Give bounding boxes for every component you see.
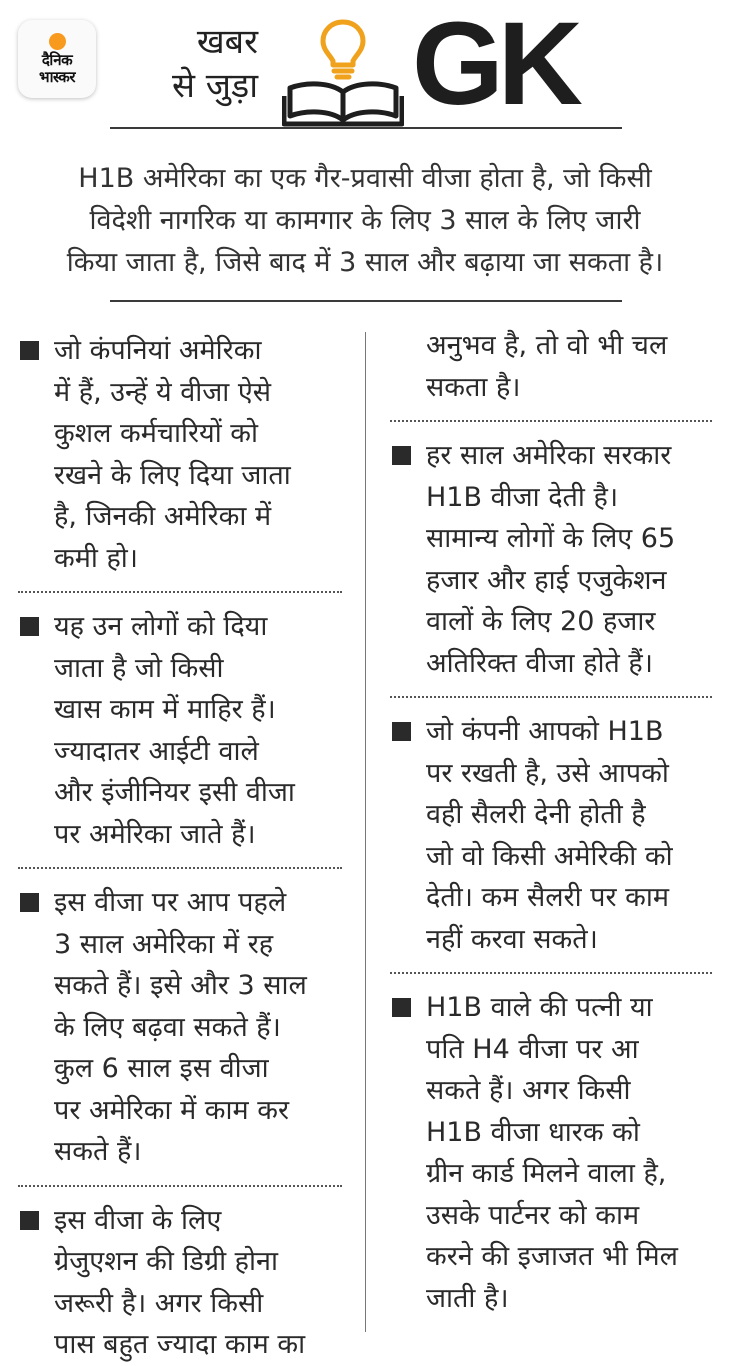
- text-line: और इंजीनियर इसी वीजा: [54, 777, 295, 808]
- square-bullet-icon: [392, 446, 411, 465]
- fact-text: [426, 325, 712, 408]
- fact-text: [54, 1200, 342, 1366]
- text-line: H1B वीजा धारक को: [426, 1116, 640, 1148]
- text-line: हजार और हाई एजुकेशन: [426, 564, 667, 596]
- text-line: पर रखती है, उसे आपको: [426, 757, 669, 789]
- fact-item-3: [18, 882, 342, 1173]
- dotted-separator: [18, 1185, 342, 1187]
- fact-item-4-continued: [390, 325, 712, 408]
- fact-text: [54, 330, 342, 579]
- logo-sun-dot: [49, 33, 66, 50]
- text-line: ज्यादातर आईटी वाले: [54, 735, 259, 767]
- fact-item-2: [18, 606, 342, 855]
- text-line: वालों के लिए 20 हजार: [426, 606, 656, 637]
- open-book-icon: [282, 80, 404, 128]
- intro-divider: [110, 300, 622, 302]
- text-line: H1B वीजा देती है।: [426, 481, 619, 513]
- text-line: हर साल अमेरिका सरकार: [426, 440, 672, 471]
- dotted-separator: [390, 696, 712, 698]
- fact-item-5: [390, 435, 712, 684]
- text-line: जो कंपनी आपको H1B: [426, 716, 664, 747]
- text-line: सकता है।: [426, 371, 521, 403]
- text-line: इस वीजा के लिए: [54, 1204, 222, 1236]
- text-line: यह उन लोगों को दिया: [54, 611, 268, 642]
- fact-text: [54, 882, 342, 1173]
- text-line: जरूरी है। अगर किसी: [54, 1287, 264, 1319]
- text-line: उसके पार्टनर को काम: [426, 1199, 640, 1231]
- square-bullet-icon: [20, 1211, 39, 1230]
- intro-line: किया जाता है, जिसे बाद में 3 साल और बढ़ाया जा सकता है।: [66, 247, 664, 278]
- dotted-separator: [18, 591, 342, 593]
- column-divider: [365, 332, 366, 1332]
- text-line: अनुभव है, तो वो भी चल: [426, 330, 668, 361]
- text-line: 3 साल अमेरिका में रह: [54, 928, 274, 960]
- text-line: खास काम में माहिर हैं।: [54, 694, 276, 725]
- section-kicker: [150, 20, 258, 108]
- kicker-line-1: खबर: [196, 22, 258, 62]
- text-line: अतिरिक्त वीजा होते हैं।: [426, 647, 653, 679]
- text-line: है, जिनकी अमेरिका में: [54, 501, 272, 532]
- text-line: पर अमेरिका जाते हैं।: [54, 818, 256, 850]
- text-line: पति H4 वीजा पर आ: [426, 1033, 639, 1065]
- text-line: जाता है जो किसी: [54, 652, 224, 684]
- square-bullet-icon: [20, 617, 39, 636]
- right-column: [390, 325, 712, 1319]
- logo-line-2: भास्कर: [39, 67, 75, 86]
- text-line: जाती है।: [426, 1282, 509, 1314]
- square-bullet-icon: [20, 893, 39, 912]
- square-bullet-icon: [392, 998, 411, 1017]
- text-line: सामान्य लोगों के लिए 65: [426, 523, 676, 554]
- text-line: कुशल कर्मचारियों को: [54, 418, 259, 449]
- fact-item-1: [18, 330, 342, 579]
- fact-text: [54, 606, 342, 855]
- text-line: इस वीजा पर आप पहले: [54, 887, 287, 918]
- fact-item-4: [18, 1200, 342, 1366]
- square-bullet-icon: [20, 341, 39, 360]
- text-line: कुल 6 साल इस वीजा: [54, 1053, 269, 1084]
- square-bullet-icon: [392, 722, 411, 741]
- dotted-separator: [390, 420, 712, 422]
- header-divider: [110, 127, 622, 129]
- text-line: करने की इजाजत भी मिल: [426, 1241, 678, 1272]
- text-line: जो वो किसी अमेरिकी को: [426, 840, 673, 872]
- text-line: जो कंपनियां अमेरिका: [54, 335, 262, 366]
- text-line: कमी हो।: [54, 542, 139, 574]
- text-line: नहीं करवा सकते।: [426, 923, 598, 955]
- intro-line: विदेशी नागरिक या कामगार के लिए 3 साल के लिए जारी: [89, 205, 641, 236]
- dotted-separator: [390, 972, 712, 974]
- intro-paragraph: [20, 158, 710, 284]
- dainik-bhaskar-logo[interactable]: [18, 20, 96, 98]
- bulb-icon: [318, 18, 368, 80]
- text-line: ग्रेजुएशन की डिग्री होना: [54, 1246, 278, 1277]
- text-line: के लिए बढ़वा सकते हैं।: [54, 1011, 281, 1043]
- text-line: पास बहुत ज्यादा काम का: [54, 1329, 306, 1360]
- text-line: वही सैलरी देनी होती है: [426, 799, 646, 830]
- fact-text: [426, 711, 712, 960]
- fact-text: [426, 435, 712, 684]
- text-line: देती। कम सैलरी पर काम: [426, 882, 670, 913]
- intro-line: H1B अमेरिका का एक गैर-प्रवासी वीजा होता है, जो किसी: [78, 163, 652, 194]
- gk-title: GK: [412, 0, 577, 130]
- logo-line-1: दैनिक: [41, 50, 73, 69]
- kicker-line-2: से जुड़ा: [171, 66, 258, 106]
- text-line: H1B वाले की पत्नी या: [426, 992, 653, 1023]
- fact-item-6: [390, 711, 712, 960]
- dotted-separator: [18, 867, 342, 869]
- left-column: [18, 330, 342, 1366]
- text-line: सकते हैं।: [54, 1136, 142, 1167]
- text-line: में हैं, उन्हें ये वीजा ऐसे: [54, 376, 272, 408]
- fact-item-7: [390, 987, 712, 1319]
- text-line: रखने के लिए दिया जाता: [54, 459, 291, 491]
- fact-text: [426, 987, 712, 1319]
- text-line: पर अमेरिका में काम कर: [54, 1094, 290, 1126]
- text-line: ग्रीन कार्ड मिलने वाला है,: [426, 1158, 667, 1189]
- text-line: सकते हैं। अगर किसी: [426, 1075, 631, 1106]
- text-line: सकते हैं। इसे और 3 साल: [54, 970, 307, 1001]
